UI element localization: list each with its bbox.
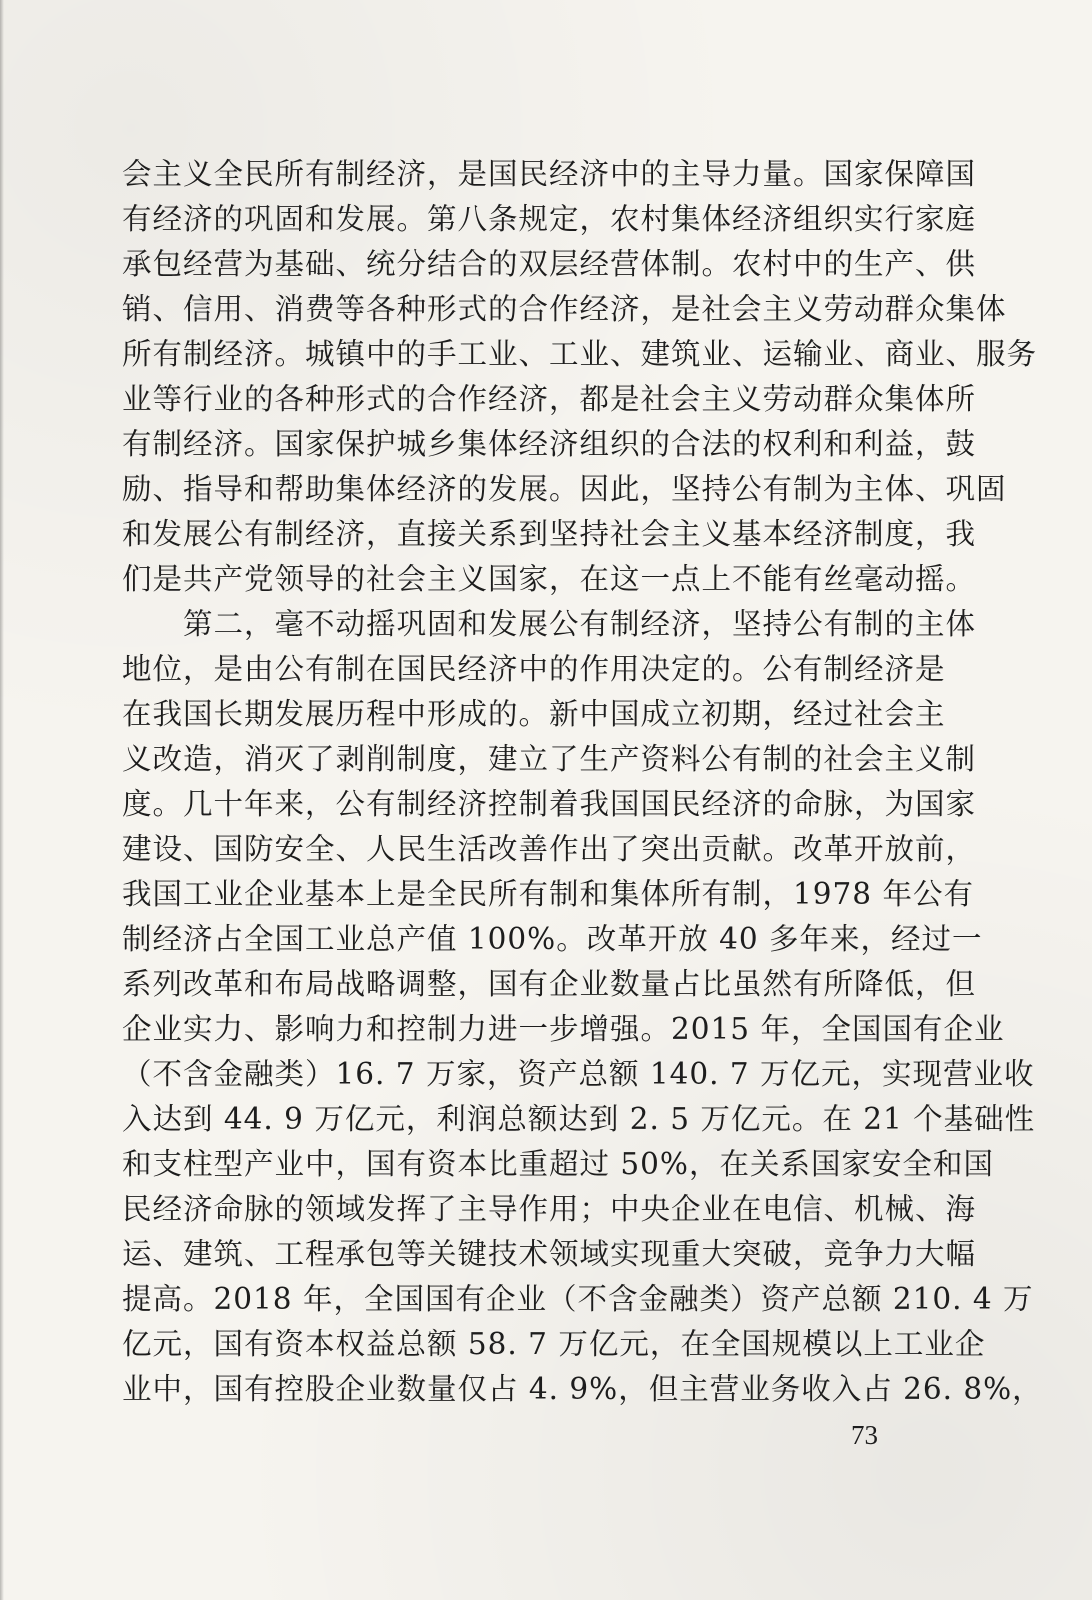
text-line: 和支柱型产业中，国有资本比重超过 50%，在关系国家安全和国 (122, 1147, 994, 1181)
text-line: 和发展公有制经济，直接关系到坚持社会主义基本经济制度，我 (122, 517, 977, 551)
text-line: （不含金融类）16. 7 万家，资产总额 140. 7 万亿元，实现营业收 (122, 1057, 1035, 1091)
text-line: 地位，是由公有制在国民经济中的作用决定的。公有制经济是 (122, 652, 946, 686)
text-line: 励、指导和帮助集体经济的发展。因此，坚持公有制为主体、巩固 (122, 472, 1007, 506)
text-line: 业中，国有控股企业数量仅占 4. 9%，但主营业务收入占 26. 8%， (122, 1372, 1043, 1406)
text-line: 会主义全民所有制经济，是国民经济中的主导力量。国家保障国 (122, 157, 977, 191)
text-line: 亿元，国有资本权益总额 58. 7 万亿元，在全国规模以上工业企 (122, 1327, 986, 1361)
text-line: 我国工业企业基本上是全民所有制和集体所有制，1978 年公有 (122, 877, 974, 911)
text-line: 度。几十年来，公有制经济控制着我国国民经济的命脉，为国家 (122, 787, 977, 821)
page-scan-edge (0, 0, 4, 1600)
text-line: 入达到 44. 9 万亿元，利润总额达到 2. 5 万亿元。在 21 个基础性 (122, 1102, 1036, 1136)
text-line: 系列改革和布局战略调整，国有企业数量占比虽然有所降低，但 (122, 967, 977, 1001)
text-line: 们是共产党领导的社会主义国家，在这一点上不能有丝毫动摇。 (122, 562, 977, 596)
text-line: 提高。2018 年，全国国有企业（不含金融类）资产总额 210. 4 万 (122, 1282, 1034, 1316)
text-line: 销、信用、消费等各种形式的合作经济，是社会主义劳动群众集体 (122, 292, 1007, 326)
text-line: 有经济的巩固和发展。第八条规定，农村集体经济组织实行家庭 (122, 202, 977, 236)
body-text (122, 152, 1043, 1412)
text-line: 民经济命脉的领域发挥了主导作用；中央企业在电信、机械、海 (122, 1192, 977, 1226)
text-line: 所有制经济。城镇中的手工业、工业、建筑业、运输业、商业、服务 (122, 337, 1038, 371)
text-line: 承包经营为基础、统分结合的双层经营体制。农村中的生产、供 (122, 247, 977, 281)
text-line: 业等行业的各种形式的合作经济，都是社会主义劳动群众集体所 (122, 382, 977, 416)
text-line: 企业实力、影响力和控制力进一步增强。2015 年，全国国有企业 (122, 1012, 1005, 1046)
text-line: 制经济占全国工业总产值 100%。改革开放 40 多年来，经过一 (122, 922, 983, 956)
text-line: 运、建筑、工程承包等关键技术领域实现重大突破，竞争力大幅 (122, 1237, 977, 1271)
text-line: 义改造，消灭了剥削制度，建立了生产资料公有制的社会主义制 (122, 742, 977, 776)
text-line: 在我国长期发展历程中形成的。新中国成立初期，经过社会主 (122, 697, 946, 731)
page-number: 73 (851, 1420, 878, 1450)
text-line: 第二，毫不动摇巩固和发展公有制经济，坚持公有制的主体 (122, 607, 977, 641)
text-line: 建设、国防安全、人民生活改善作出了突出贡献。改革开放前， (122, 832, 977, 866)
text-line: 有制经济。国家保护城乡集体经济组织的合法的权利和利益，鼓 (122, 427, 977, 461)
